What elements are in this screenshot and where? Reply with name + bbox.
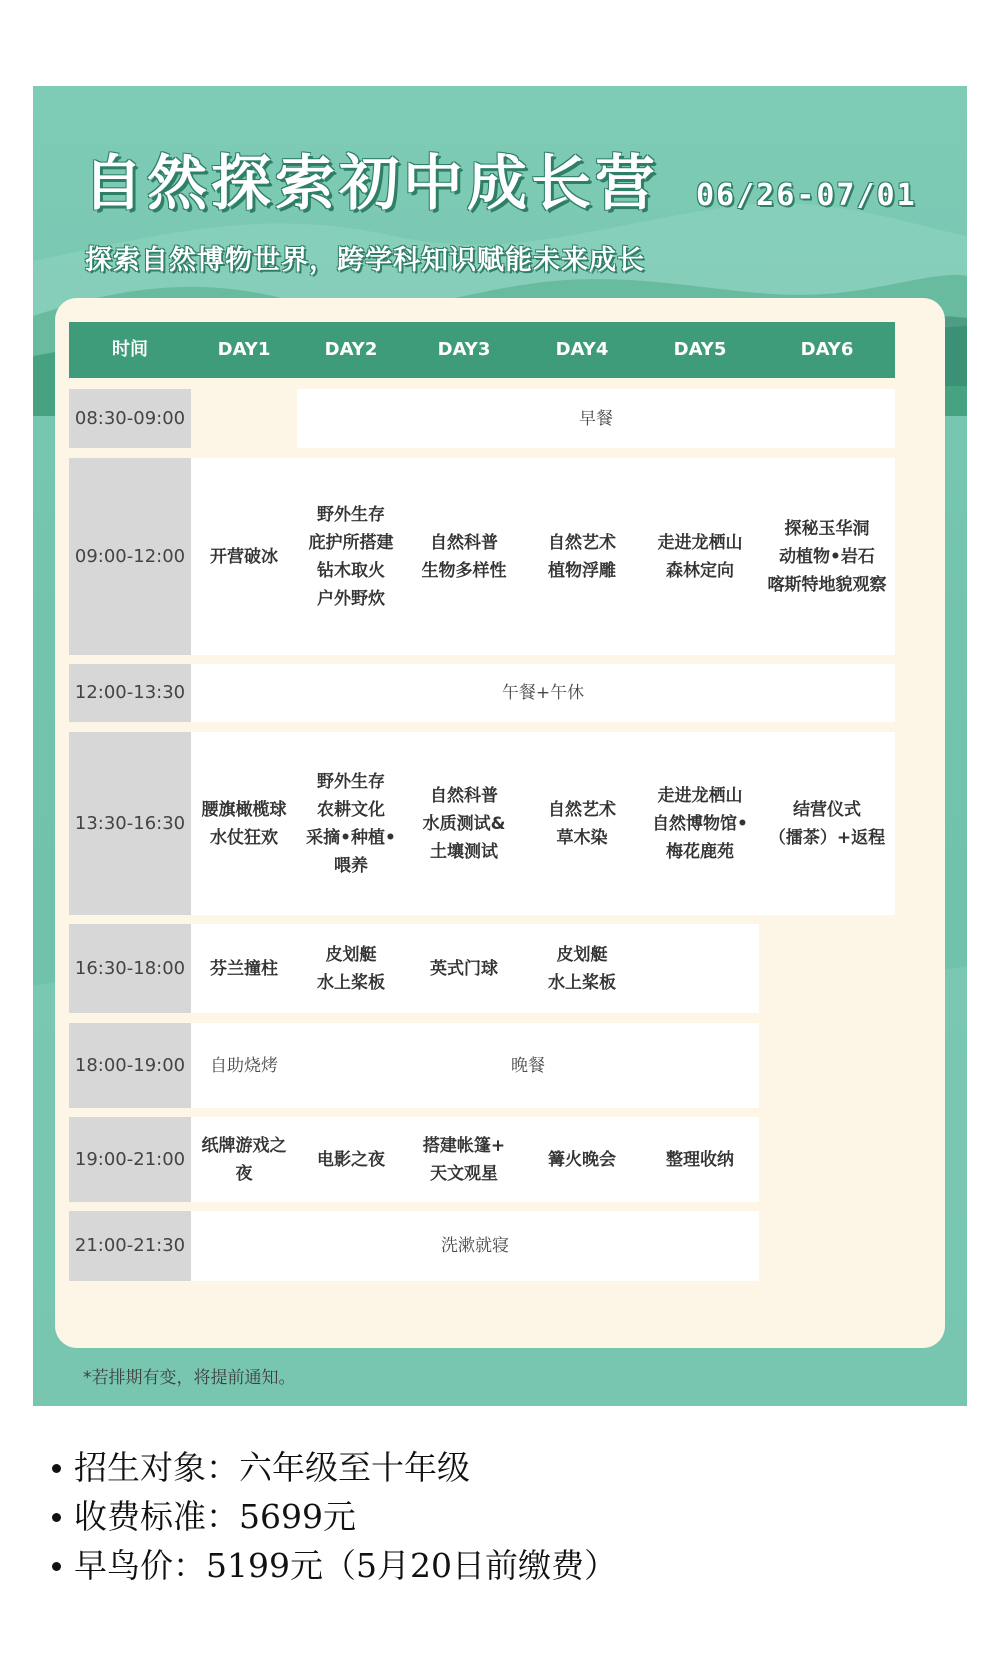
- camp-poster: [33, 86, 967, 1406]
- header-day1: DAY1: [191, 322, 297, 378]
- header-day6: DAY6: [759, 322, 895, 378]
- time-slot: 08:30-09:00: [69, 389, 191, 448]
- time-slot: 16:30-18:00: [69, 924, 191, 1013]
- time-slot: 13:30-16:30: [69, 732, 191, 915]
- poster-subtitle: 探索自然博物世界，跨学科知识赋能未来成长: [85, 245, 645, 276]
- activity-cell: 自然科普 水质测试& 土壤测试: [405, 732, 523, 915]
- info-target-audience: 招生对象：六年级至十年级: [48, 1443, 617, 1492]
- header-day5: DAY5: [641, 322, 759, 378]
- activity-cell: 纸牌游戏之 夜: [191, 1117, 297, 1202]
- activity-cell: 篝火晚会: [523, 1117, 641, 1202]
- time-slot: 18:00-19:00: [69, 1023, 191, 1108]
- activity-cell: 芬兰撞柱: [191, 924, 297, 1013]
- bedtime-cell: 洗漱就寝: [191, 1211, 759, 1281]
- activity-cell: 走进龙栖山 自然博物馆• 梅花鹿苑: [641, 732, 759, 915]
- activity-cell: 开营破冰: [191, 458, 297, 655]
- lunch-cell: 午餐+午休: [191, 664, 895, 722]
- time-slot: 09:00-12:00: [69, 458, 191, 655]
- dinner-cell: 晚餐: [297, 1023, 759, 1108]
- activity-cell: 走进龙栖山 森林定向: [641, 458, 759, 655]
- camp-dates: 06/26-07/01: [696, 178, 917, 213]
- activity-cell: 自然科普 生物多样性: [405, 458, 523, 655]
- bbq-cell: 自助烧烤: [191, 1023, 297, 1108]
- time-slot: 12:00-13:30: [69, 664, 191, 722]
- enrollment-info-list: [48, 1443, 617, 1590]
- activity-cell: 腰旗橄榄球 水仗狂欢: [191, 732, 297, 915]
- breakfast-cell: 早餐: [297, 389, 895, 448]
- activity-cell: 电影之夜: [297, 1117, 405, 1202]
- empty-cell: [641, 924, 759, 1013]
- activity-cell: 结营仪式 （擂茶）+返程: [759, 732, 895, 915]
- activity-cell: 皮划艇 水上桨板: [297, 924, 405, 1013]
- activity-cell: 野外生存 农耕文化 采摘•种植• 喂养: [297, 732, 405, 915]
- header-day3: DAY3: [405, 322, 523, 378]
- activity-cell: 自然艺术 植物浮雕: [523, 458, 641, 655]
- time-slot: 21:00-21:30: [69, 1211, 191, 1281]
- header-time: 时间: [69, 322, 191, 378]
- header-day2: DAY2: [297, 322, 405, 378]
- poster-title: 自然探索初中成长营: [83, 149, 659, 219]
- activity-cell: 整理收纳: [641, 1117, 759, 1202]
- schedule-panel: [55, 298, 945, 1348]
- activity-cell: 搭建帐篷+ 天文观星: [405, 1117, 523, 1202]
- activity-cell: 探秘玉华洞 动植物•岩石 喀斯特地貌观察: [759, 458, 895, 655]
- header-day4: DAY4: [523, 322, 641, 378]
- info-fee: 收费标准：5699元: [48, 1492, 617, 1541]
- activity-cell: 野外生存 庇护所搭建 钻木取火 户外野炊: [297, 458, 405, 655]
- activity-cell: 皮划艇 水上桨板: [523, 924, 641, 1013]
- info-early-bird: 早鸟价：5199元（5月20日前缴费）: [48, 1541, 617, 1590]
- schedule-note: *若排期有变，将提前通知。: [83, 1368, 296, 1388]
- time-slot: 19:00-21:00: [69, 1117, 191, 1202]
- activity-cell: 英式门球: [405, 924, 523, 1013]
- activity-cell: 自然艺术 草木染: [523, 732, 641, 915]
